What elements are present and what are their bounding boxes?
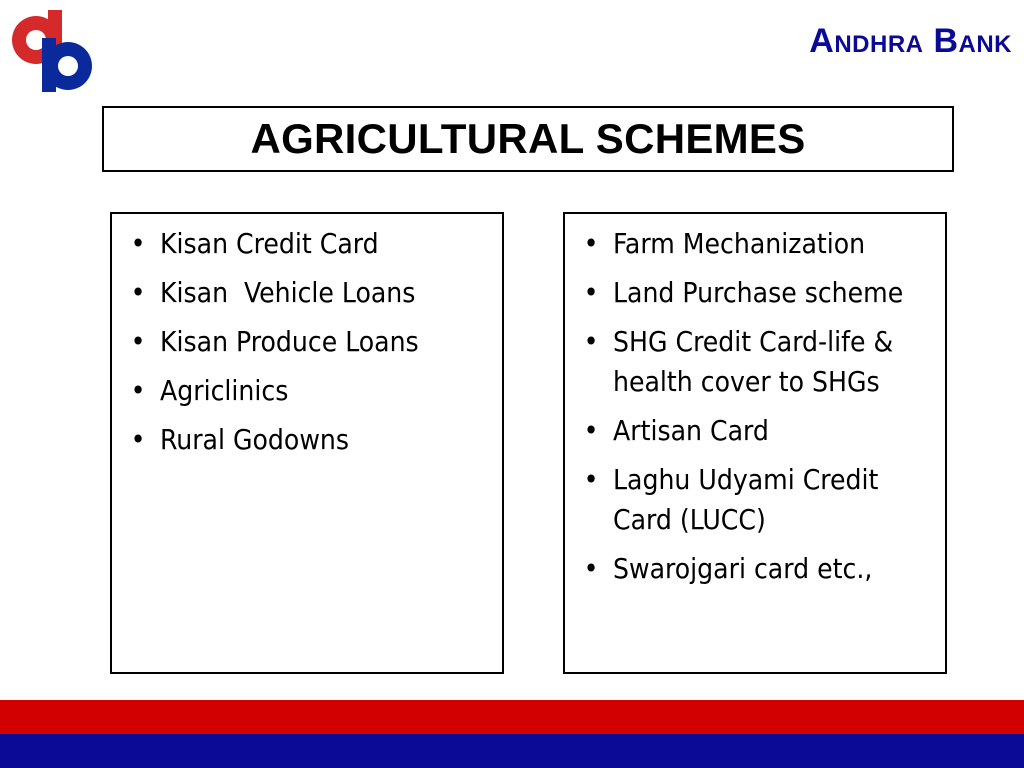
bullet-icon: • [130, 325, 146, 358]
footer-band-blue [0, 734, 1024, 768]
left-schemes-list [112, 214, 502, 460]
list-item-text: Kisan Vehicle Loans [160, 276, 416, 309]
right-schemes-list [565, 214, 945, 589]
list-item-text: Farm Mechanization [613, 227, 866, 260]
bullet-icon: • [130, 276, 146, 309]
footer-band-red [0, 700, 1024, 734]
bullet-icon: • [583, 552, 599, 585]
list-item [579, 549, 935, 589]
list-item-text: Laghu Udyami Credit Card (LUCC) [613, 463, 879, 536]
list-item-text: Kisan Produce Loans [160, 325, 419, 358]
bullet-icon: • [130, 423, 146, 456]
list-item-text: Artisan Card [613, 414, 769, 447]
list-item [579, 322, 935, 402]
list-item-text: SHG Credit Card-life & health cover to SHGs [613, 325, 894, 398]
bullet-icon: • [583, 414, 599, 447]
bullet-icon: • [583, 276, 599, 309]
bullet-icon: • [130, 374, 146, 407]
list-item [126, 322, 492, 362]
list-item [579, 411, 935, 451]
list-item-text: Rural Godowns [160, 423, 350, 456]
andhra-bank-logo [6, 6, 96, 96]
list-item-text: Land Purchase scheme [613, 276, 904, 309]
list-item [126, 224, 492, 264]
list-item-text: Swarojgari card etc., [613, 552, 873, 585]
slide-title: AGRICULTURAL SCHEMES [250, 115, 806, 162]
list-item [126, 371, 492, 411]
bullet-icon: • [130, 227, 146, 260]
title-box [102, 106, 954, 172]
list-item [579, 460, 935, 540]
bullet-icon: • [583, 227, 599, 260]
right-schemes-panel [563, 212, 947, 674]
bullet-icon: • [583, 325, 599, 358]
list-item [126, 420, 492, 460]
list-item [579, 273, 935, 313]
list-item [126, 273, 492, 313]
left-schemes-panel [110, 212, 504, 674]
list-item-text: Agriclinics [160, 374, 289, 407]
list-item [579, 224, 935, 264]
bank-name: Andhra Bank [809, 22, 1012, 60]
list-item-text: Kisan Credit Card [160, 227, 379, 260]
bullet-icon: • [583, 463, 599, 496]
